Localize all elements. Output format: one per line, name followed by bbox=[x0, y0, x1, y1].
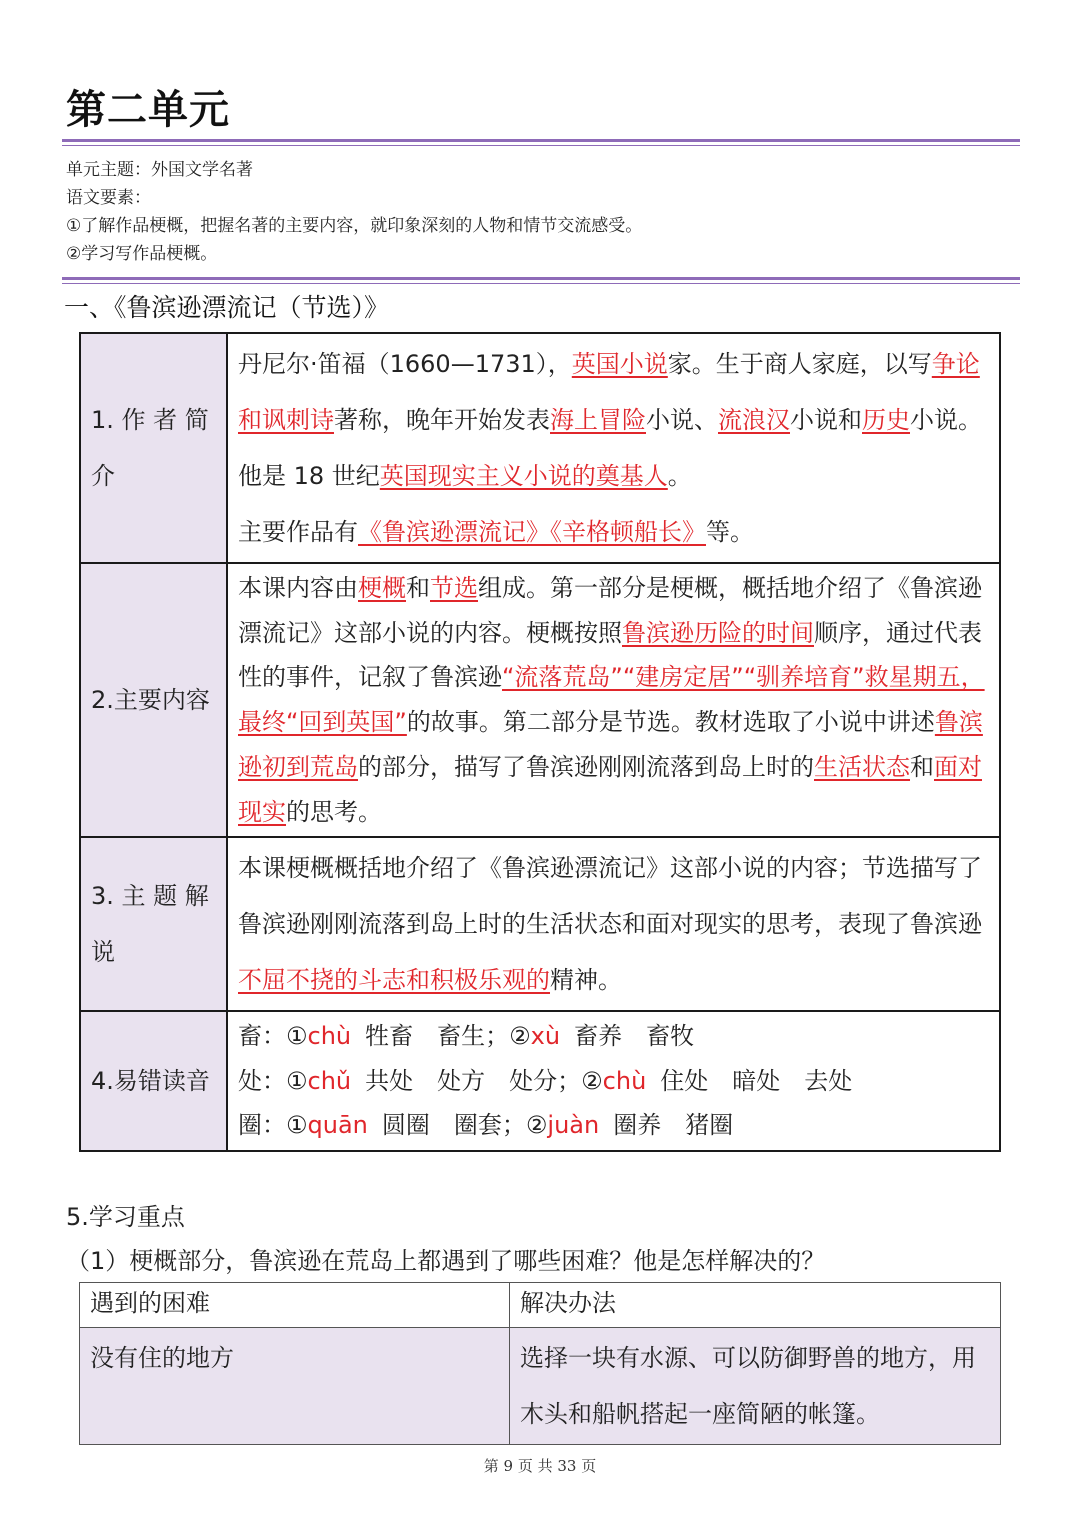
pronunciation-line: 畜：①chù 牲畜 畜生；②xù 畜养 畜牧 bbox=[238, 1022, 695, 1051]
pronunciation-line: 圈：①quān 圆圈 圈套；②juàn 圈养 猪圈 bbox=[238, 1111, 734, 1140]
table-header-row bbox=[80, 1283, 1001, 1328]
author-intro: 丹尼尔·笛福（1660—1731），英国小说家。生于商人家庭，以写争论和讽刺诗著称，晚年开始发表海上冒险小说、流浪汉小说和历史小说。 他是 18 世纪英国现实主义小说的奠基人。 主要作品有《鲁滨逊漂流记》《辛格顿船长》等。 bbox=[227, 333, 1000, 563]
section-title: 一、《鲁滨逊漂流记（节选）》 bbox=[64, 293, 390, 322]
column-header-solution: 解决办法 bbox=[510, 1283, 1001, 1328]
theme-explanation: 本课梗概概括地介绍了《鲁滨逊漂流记》这部小说的内容；节选描写了鲁滨逊刚刚流落到岛上时的生活状态和面对现实的思考，表现了鲁滨逊不屈不挠的斗志和积极乐观的精神。 bbox=[227, 837, 1000, 1011]
difficulty-table bbox=[79, 1282, 1001, 1445]
unit-theme: 单元主题：外国文学名著 bbox=[66, 160, 253, 180]
table-row bbox=[80, 563, 1000, 837]
lesson-info-table bbox=[79, 332, 1001, 1152]
row-head-content: 2.主要内容 bbox=[80, 563, 227, 837]
row-head-pronunciation: 4.易错读音 bbox=[80, 1011, 227, 1151]
top-divider bbox=[62, 139, 1020, 146]
study-focus-title: 5.学习重点 bbox=[66, 1203, 185, 1231]
table-row bbox=[80, 333, 1000, 563]
element-1: ①了解作品梗概，把握名著的主要内容，就印象深刻的人物和情节交流感受。 bbox=[66, 216, 643, 236]
elements-label: 语文要素： bbox=[66, 188, 151, 208]
unit-meta bbox=[66, 156, 642, 268]
row-head-author: 1. 作 者 简 介 bbox=[80, 333, 227, 563]
table-row bbox=[80, 1011, 1000, 1151]
element-2: ②学习写作品梗概。 bbox=[66, 244, 218, 264]
page-footer: 第 9 页 共 33 页 bbox=[483, 1457, 597, 1475]
column-header-difficulty: 遇到的困难 bbox=[80, 1283, 510, 1328]
unit-title: 第二单元 bbox=[66, 87, 230, 133]
row-head-theme: 3. 主 题 解 说 bbox=[80, 837, 227, 1011]
table-row bbox=[80, 1328, 1001, 1445]
main-content: 本课内容由梗概和节选组成。第一部分是梗概，概括地介绍了《鲁滨逊漂流记》这部小说的内容。梗概按照鲁滨逊历险的时间顺序，通过代表性的事件，记叙了鲁滨逊“流落荒岛”“建房定居”“驯养培育”救星期五，最终“回到英国”的故事。第二部分是节选。教材选取了小说中讲述鲁滨逊初到荒岛的部分，描写了鲁滨逊刚刚流落到岛上时的生活状态和面对现实的思考。 bbox=[227, 563, 1000, 837]
meta-divider bbox=[62, 277, 1020, 284]
pronunciation-line: 处：①chǔ 共处 处方 处分；②chù 住处 暗处 去处 bbox=[238, 1066, 853, 1095]
pronunciation-list bbox=[227, 1011, 1000, 1151]
difficulty-cell: 没有住的地方 bbox=[80, 1328, 510, 1445]
solution-cell: 选择一块有水源、可以防御野兽的地方，用木头和船帆搭起一座简陋的帐篷。 bbox=[510, 1328, 1001, 1445]
table-row bbox=[80, 837, 1000, 1011]
study-question: （1）梗概部分，鲁滨逊在荒岛上都遇到了哪些困难？他是怎样解决的？ bbox=[66, 1247, 826, 1275]
